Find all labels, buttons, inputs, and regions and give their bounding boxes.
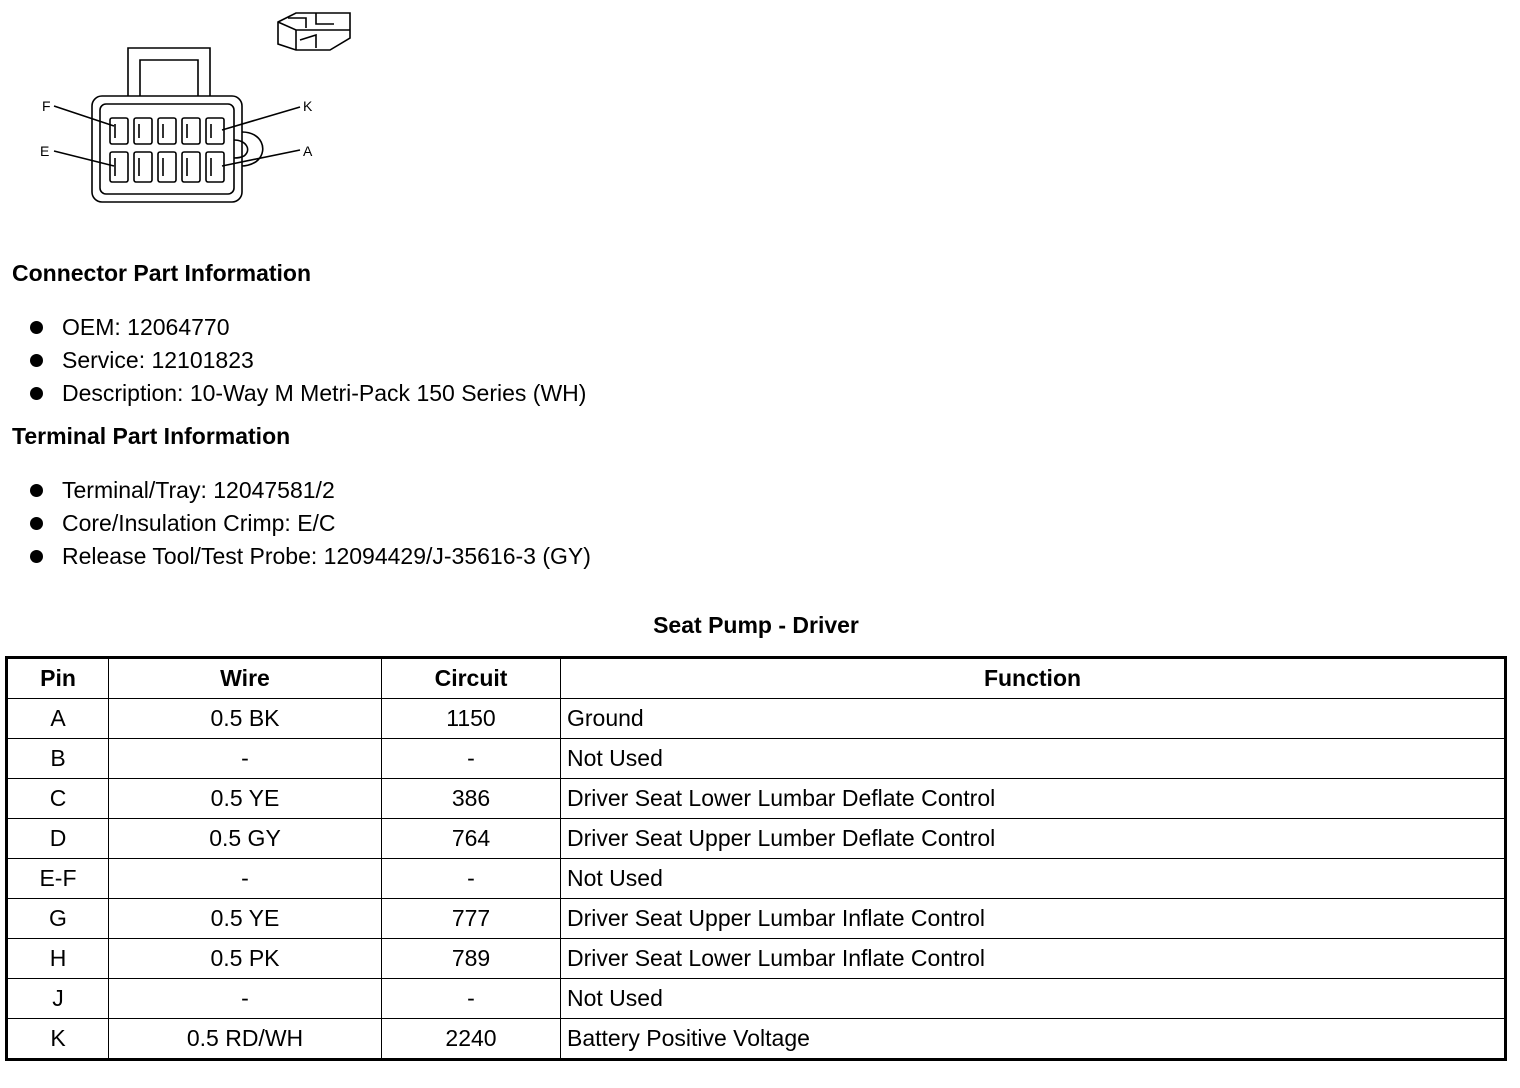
connector-3d-icon: [278, 13, 350, 50]
cell-wire: 0.5 BK: [109, 699, 382, 739]
header-pin: Pin: [7, 658, 109, 699]
header-wire: Wire: [109, 658, 382, 699]
list-item: [28, 540, 591, 573]
pin-label-e: E: [40, 143, 50, 159]
cell-pin: E-F: [7, 859, 109, 899]
list-item: [28, 474, 591, 507]
cell-circuit: 2240: [382, 1019, 561, 1060]
pinout-table: [5, 656, 1507, 1061]
list-item-text: OEM: 12064770: [62, 314, 230, 340]
cell-function: Battery Positive Voltage: [561, 1019, 1506, 1060]
pin-label-k: K: [303, 98, 313, 114]
cell-function: Driver Seat Lower Lumbar Inflate Control: [561, 939, 1506, 979]
cell-wire: -: [109, 979, 382, 1019]
bullet-icon: [30, 484, 43, 497]
cell-wire: -: [109, 739, 382, 779]
cell-function: Not Used: [561, 859, 1506, 899]
table-row: [7, 819, 1506, 859]
cell-function: Driver Seat Upper Lumbar Inflate Control: [561, 899, 1506, 939]
cell-function: Not Used: [561, 979, 1506, 1019]
cell-pin: B: [7, 739, 109, 779]
cell-wire: 0.5 YE: [109, 779, 382, 819]
cell-circuit: 789: [382, 939, 561, 979]
cell-pin: C: [7, 779, 109, 819]
list-item-text: Terminal/Tray: 12047581/2: [62, 477, 335, 503]
bullet-icon: [30, 387, 43, 400]
cell-circuit: 386: [382, 779, 561, 819]
cell-wire: 0.5 YE: [109, 899, 382, 939]
bullet-icon: [30, 550, 43, 563]
connector-face-diagram: [30, 8, 360, 213]
cell-wire: -: [109, 859, 382, 899]
cell-circuit: 764: [382, 819, 561, 859]
cell-wire: 0.5 RD/WH: [109, 1019, 382, 1060]
cell-function: Driver Seat Lower Lumbar Deflate Control: [561, 779, 1506, 819]
list-item: [28, 507, 591, 540]
terminal-part-heading: Terminal Part Information: [12, 423, 291, 449]
table-title: Seat Pump - Driver: [653, 612, 859, 638]
pin-label-a: A: [303, 143, 313, 159]
cavity-row-top: [110, 118, 224, 144]
cell-function: Not Used: [561, 739, 1506, 779]
bullet-icon: [30, 354, 43, 367]
leader-line-e: [54, 151, 114, 166]
list-item-text: Core/Insulation Crimp: E/C: [62, 510, 336, 536]
list-item: [28, 377, 586, 410]
cell-wire: 0.5 GY: [109, 819, 382, 859]
connector-body: [92, 96, 242, 202]
cell-function: Ground: [561, 699, 1506, 739]
header-circuit: Circuit: [382, 658, 561, 699]
cell-pin: D: [7, 819, 109, 859]
table-row: [7, 779, 1506, 819]
cell-circuit: -: [382, 979, 561, 1019]
cell-pin: H: [7, 939, 109, 979]
cell-pin: A: [7, 699, 109, 739]
table-row: [7, 739, 1506, 779]
cell-circuit: -: [382, 859, 561, 899]
cell-function: Driver Seat Upper Lumber Deflate Control: [561, 819, 1506, 859]
cell-circuit: -: [382, 739, 561, 779]
list-item-text: Description: 10-Way M Metri-Pack 150 Series (WH): [62, 380, 587, 406]
terminal-part-list: [28, 474, 591, 573]
table-row: [7, 979, 1506, 1019]
connector-part-list: [28, 311, 586, 410]
leader-line-f: [54, 106, 114, 126]
bullet-icon: [30, 517, 43, 530]
list-item-text: Release Tool/Test Probe: 12094429/J-35616-3 (GY): [62, 543, 591, 569]
cell-pin: J: [7, 979, 109, 1019]
bullet-icon: [30, 321, 43, 334]
pin-label-f: F: [42, 98, 51, 114]
table-row: [7, 1019, 1506, 1060]
list-item-text: Service: 12101823: [62, 347, 254, 373]
cell-circuit: 1150: [382, 699, 561, 739]
table-row: [7, 899, 1506, 939]
connector-part-heading: Connector Part Information: [12, 260, 312, 286]
cavity-row-bottom: [110, 152, 224, 182]
cell-pin: K: [7, 1019, 109, 1060]
header-function: Function: [561, 658, 1506, 699]
table-row: [7, 939, 1506, 979]
cell-wire: 0.5 PK: [109, 939, 382, 979]
list-item: [28, 344, 586, 377]
table-header-row: [7, 658, 1506, 699]
cell-pin: G: [7, 899, 109, 939]
table-row: [7, 699, 1506, 739]
table-row: [7, 859, 1506, 899]
cell-circuit: 777: [382, 899, 561, 939]
list-item: [28, 311, 586, 344]
